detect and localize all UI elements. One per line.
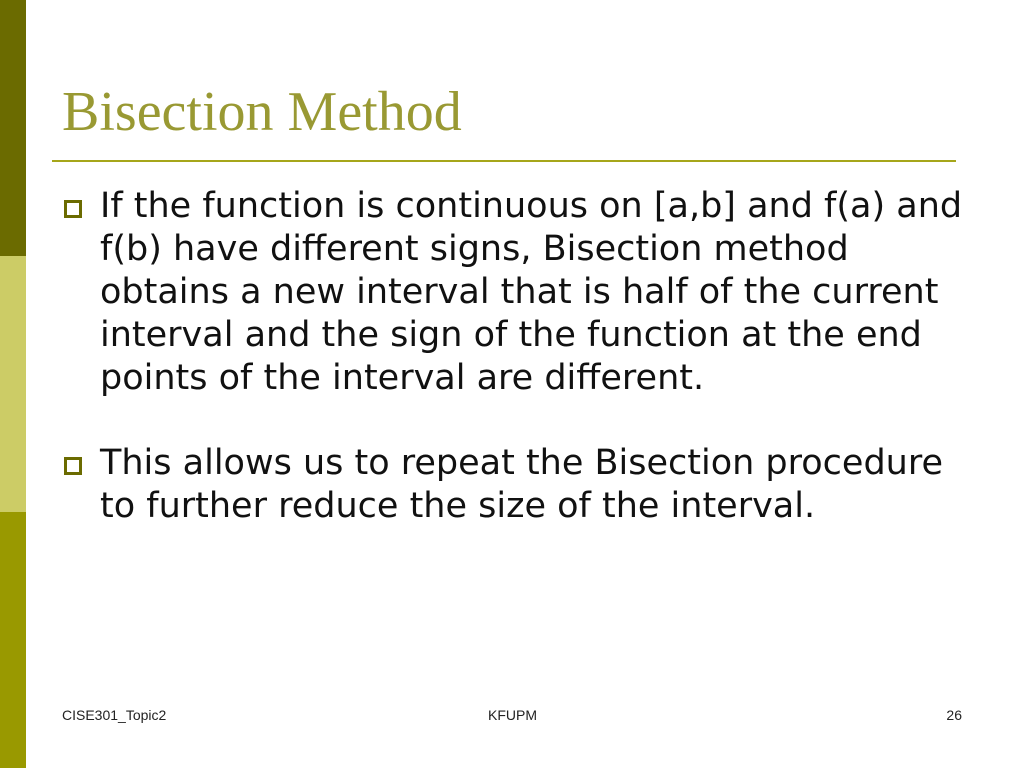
hollow-square-icon bbox=[64, 200, 82, 218]
bullet-text: If the function is continuous on [a,b] and f(a) and f(b) have different signs, Bisection method obtains a new interval that is half of the current interval and the sign of the function at the end points of the interval are different. bbox=[100, 186, 963, 398]
footer-institution-label: KFUPM bbox=[488, 707, 537, 723]
bullet-text: This allows us to repeat the Bisection procedure to further reduce the size of the interval. bbox=[100, 443, 944, 526]
slide-title: Bisection Method bbox=[62, 81, 462, 143]
bullet-list bbox=[62, 185, 972, 528]
bullet-item bbox=[62, 185, 972, 400]
footer-course-label: CISE301_Topic2 bbox=[62, 707, 167, 723]
side-bar-bottom-segment bbox=[0, 512, 26, 768]
side-bar-middle-segment bbox=[0, 256, 26, 512]
hollow-square-icon bbox=[64, 457, 82, 475]
footer-page-number: 26 bbox=[946, 707, 962, 723]
bullet-item bbox=[62, 442, 972, 528]
side-bar-top-segment bbox=[0, 0, 26, 256]
title-divider bbox=[52, 160, 956, 162]
